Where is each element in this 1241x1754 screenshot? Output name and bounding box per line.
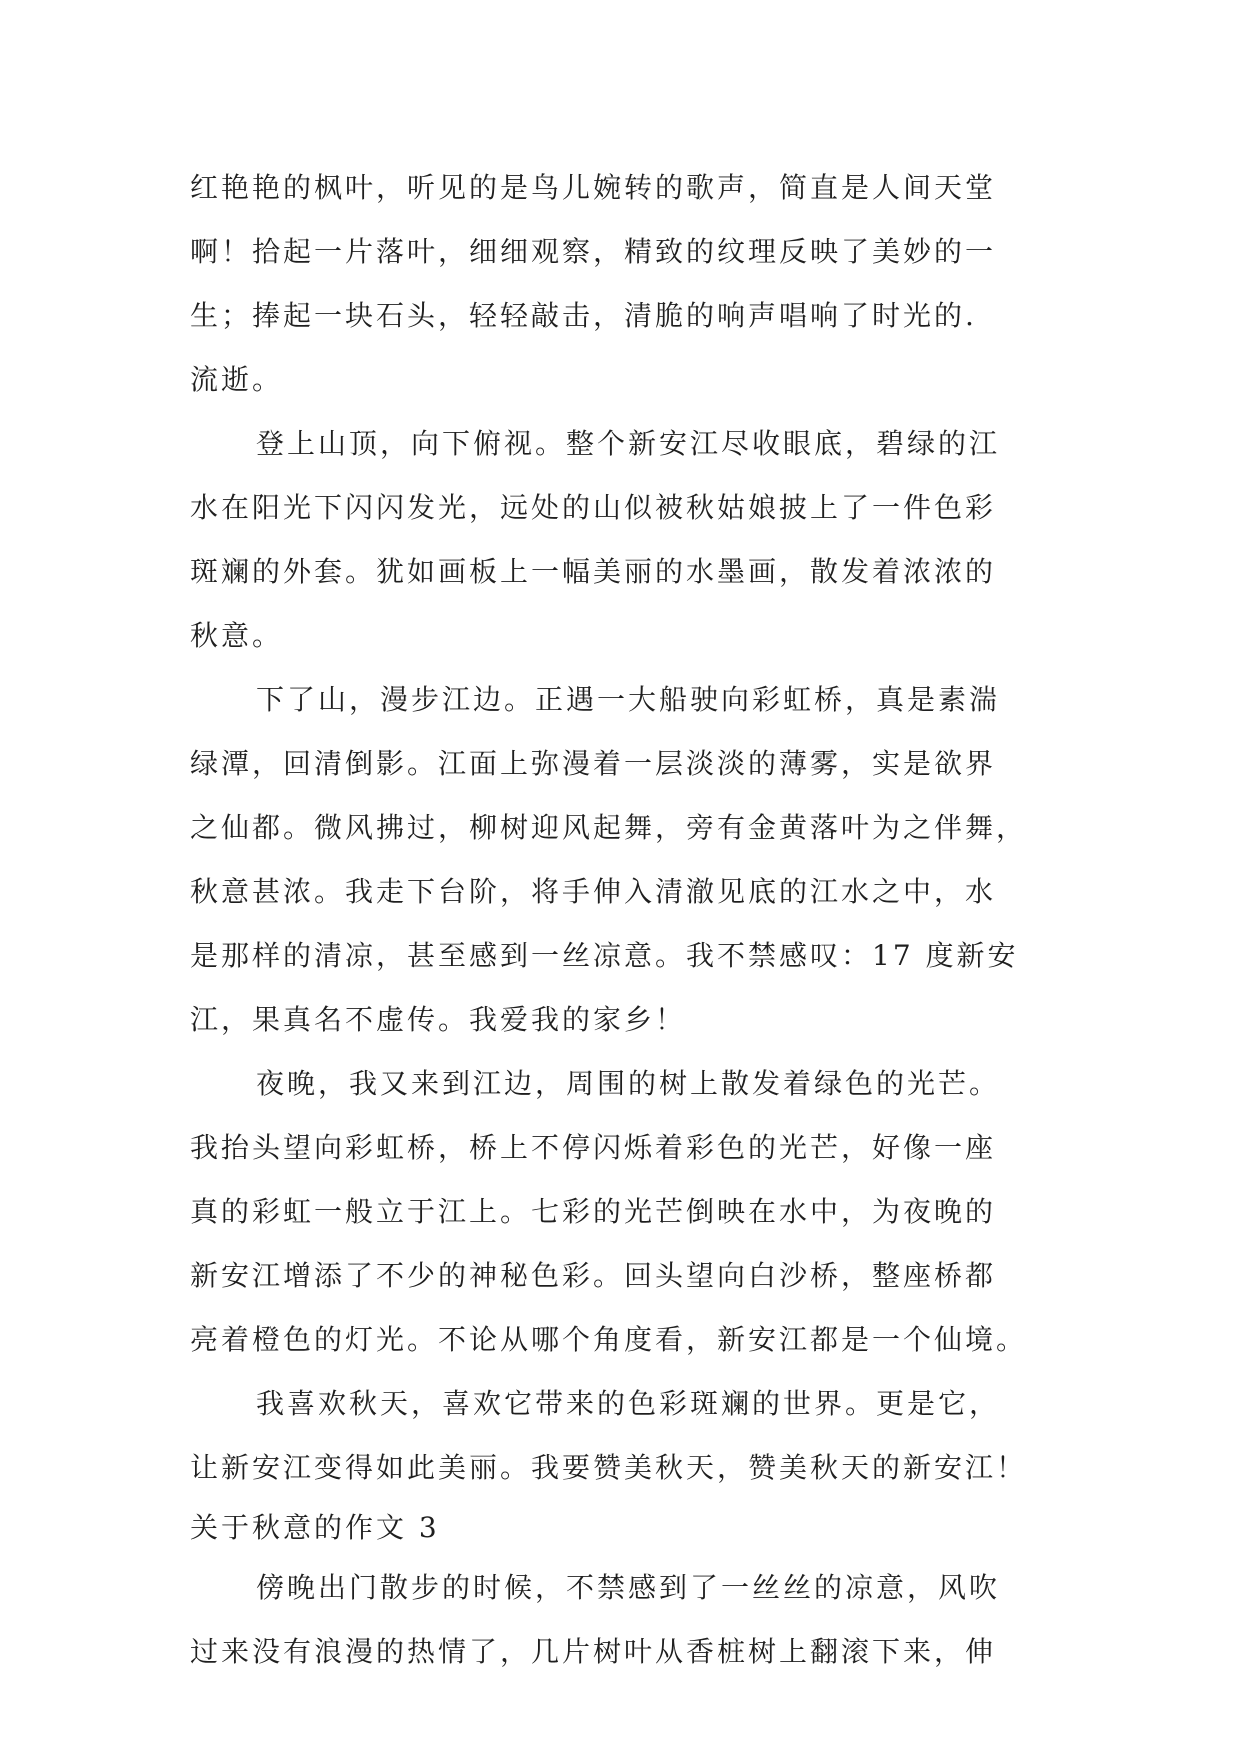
text-line: 秋意。 [190, 619, 284, 652]
paragraph-start-line: 登上山顶，向下俯视。整个新安江尽收眼底，碧绿的江 [256, 427, 1001, 460]
text-line: 让新安江变得如此美丽。我要赞美秋天，赞美秋天的新安江！ [190, 1451, 1028, 1484]
text-line: 亮着橙色的灯光。不论从哪个角度看，新安江都是一个仙境。 [190, 1323, 1028, 1356]
text-line: 真的彩虹一般立于江上。七彩的光芒倒映在水中，为夜晚的 [190, 1195, 997, 1228]
text-line: 流逝。 [190, 363, 284, 396]
section-heading: 关于秋意的作文 3 [190, 1511, 440, 1544]
text-line: 水在阳光下闪闪发光，远处的山似被秋姑娘披上了一件色彩 [190, 491, 997, 524]
text-line: 新安江增添了不少的神秘色彩。回头望向白沙桥，整座桥都 [190, 1259, 997, 1292]
paragraph-start-line: 夜晚，我又来到江边，周围的树上散发着绿色的光芒。 [256, 1067, 1001, 1100]
article-body [190, 156, 1050, 1684]
text-line: 我抬头望向彩虹桥，桥上不停闪烁着彩色的光芒，好像一座 [190, 1131, 997, 1164]
text-line: 过来没有浪漫的热情了，几片树叶从香桩树上翻滚下来，伸 [190, 1635, 997, 1668]
text-line: 是那样的清凉，甚至感到一丝凉意。我不禁感叹：17 度新安 [190, 939, 1019, 972]
text-line: 绿潭，回清倒影。江面上弥漫着一层淡淡的薄雾，实是欲界 [190, 747, 997, 780]
text-line: 秋意甚浓。我走下台阶，将手伸入清澈见底的江水之中，水 [190, 875, 997, 908]
text-line: 斑斓的外套。犹如画板上一幅美丽的水墨画，散发着浓浓的 [190, 555, 997, 588]
text-line: 之仙都。微风拂过，柳树迎风起舞，旁有金黄落叶为之伴舞， [190, 811, 1028, 844]
text-line: 红艳艳的枫叶，听见的是鸟儿婉转的歌声，简直是人间天堂 [190, 171, 997, 204]
paragraph-start-line: 我喜欢秋天，喜欢它带来的色彩斑斓的世界。更是它， [256, 1387, 1001, 1420]
text-line: 江，果真名不虚传。我爱我的家乡！ [190, 1003, 687, 1036]
text-line: 生；捧起一块石头，轻轻敲击，清脆的响声唱响了时光的. [190, 299, 977, 332]
text-line: 啊！拾起一片落叶，细细观察，精致的纹理反映了美妙的一 [190, 235, 997, 268]
paragraph-start-line: 傍晚出门散步的时候，不禁感到了一丝丝的凉意，风吹 [256, 1571, 1001, 1604]
paragraph-start-line: 下了山，漫步江边。正遇一大船驶向彩虹桥，真是素湍 [256, 683, 1001, 716]
